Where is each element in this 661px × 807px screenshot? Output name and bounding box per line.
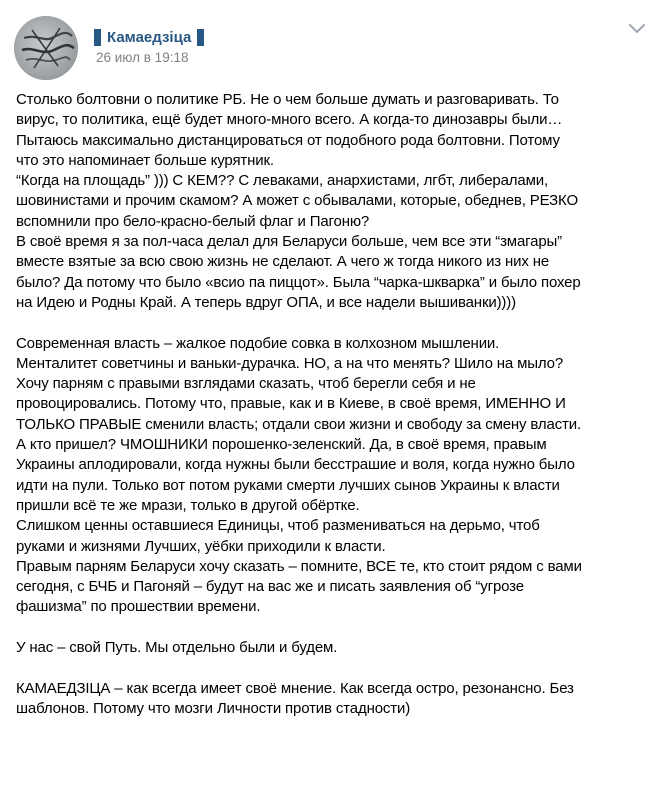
- post-date[interactable]: 26 июл в 19:18: [96, 50, 189, 65]
- post-text-line: вместе взятые за всю свою жизнь не сделают. А чего ж тогда никого из них не: [16, 253, 550, 271]
- avatar-image: [14, 16, 78, 80]
- post-text-line: шовинистами и прочим скамом? А может с обывалами, которые, обеднев, РЕЗКО: [16, 192, 578, 210]
- post-text-line: Современная власть – жалкое подобие совка в колхозном мышлении.: [16, 334, 500, 352]
- paragraph-break: [16, 618, 650, 638]
- post-text-line: пришли всё те же мрази, только в другой обёртке.: [16, 496, 360, 514]
- paragraph-break: [16, 313, 650, 333]
- avatar[interactable]: [14, 16, 78, 80]
- post-text-line: провоцировались. Потому что, правые, как и в Киеве, в своё время, ИМЕННО И: [16, 395, 566, 413]
- post-text-line: вирус, то политика, ещё будет много-много всего. А когда-то динозавры были…: [16, 111, 563, 129]
- post-text-line: Менталитет советчины и ваньки-дурачка. НО, а на что менять? Шило на мыло?: [16, 354, 564, 372]
- author-name[interactable]: Камаедзіца: [107, 28, 192, 46]
- post-text-line: сегодня, с БЧБ и Пагоняй – будут на вас же и писать заявления об “угрозе: [16, 578, 524, 596]
- post-text-line: Хочу парням с правыми взглядами сказать, чтоб берегли себя и не: [16, 375, 476, 393]
- flag-icon: [94, 29, 101, 46]
- author-line: [94, 26, 204, 48]
- post-text-line: “Когда на площадь” ))) С КЕМ?? С леваками, анархистами, лгбт, либералами,: [16, 172, 549, 190]
- post-text-line: идти на пули. Только вот потом руками смерти лучших сынов Украины к власти: [16, 476, 560, 494]
- post-text-line: КАМАЕДЗІЦА – как всегда имеет своё мнение. Как всегда остро, резонансно. Без: [16, 679, 574, 697]
- post-text-line: Пытаюсь максимально дистанцироваться от подобного рода болтовни. Потому: [16, 131, 560, 149]
- post-text-line: Столько болтовни о политике РБ. Не о чем больше думать и разговаривать. То: [16, 91, 559, 108]
- post-text-line: вспомнили про бело-красно-белый флаг и Пагоню?: [16, 212, 370, 230]
- post-text-line: шаблонов. Потому что мозги Личности против стадности): [16, 699, 411, 717]
- post-text-line: на Идею и Родны Край. А теперь вдруг ОПА, и все надели вышиванки)))): [16, 293, 516, 311]
- post-text-line: ТОЛЬКО ПРАВЫЕ сменили власть; отдали свои жизни и свободу за смену власти.: [16, 415, 582, 433]
- flag-icon: [197, 29, 204, 46]
- post-text: [16, 90, 650, 719]
- chevron-down-icon[interactable]: [627, 22, 647, 36]
- post-text-line: фашизма” по прошествии времени.: [16, 598, 261, 616]
- post-text-line: В своё время я за пол-часа делал для Беларуси больше, чем все эти “змагары”: [16, 233, 562, 251]
- post-text-line: руками и жизнями Лучших, уёбки приходили к власти.: [16, 537, 386, 555]
- post-text-line: У нас – свой Путь. Мы отдельно были и будем.: [16, 639, 338, 657]
- post-header: [14, 16, 647, 76]
- post-text-line: А кто пришел? ЧМОШНИКИ порошенко-зеленский. Да, в своё время, правым: [16, 436, 547, 454]
- paragraph-break: [16, 658, 650, 678]
- post-text-line: Слишком ценны оставшиеся Единицы, чтоб размениваться на дерьмо, чтоб: [16, 517, 540, 535]
- post-text-line: было? Да потому что было «всио па пиццот». Была “чарка-шкварка” и было похер: [16, 273, 581, 291]
- post-text-line: Украины аплодировали, когда нужны были бесстрашие и воля, когда нужно было: [16, 456, 575, 474]
- post-text-line: Правым парням Беларуси хочу сказать – помните, ВСЕ те, кто стоит рядом с вами: [16, 557, 582, 575]
- post-text-line: что это напоминает больше курятник.: [16, 151, 274, 169]
